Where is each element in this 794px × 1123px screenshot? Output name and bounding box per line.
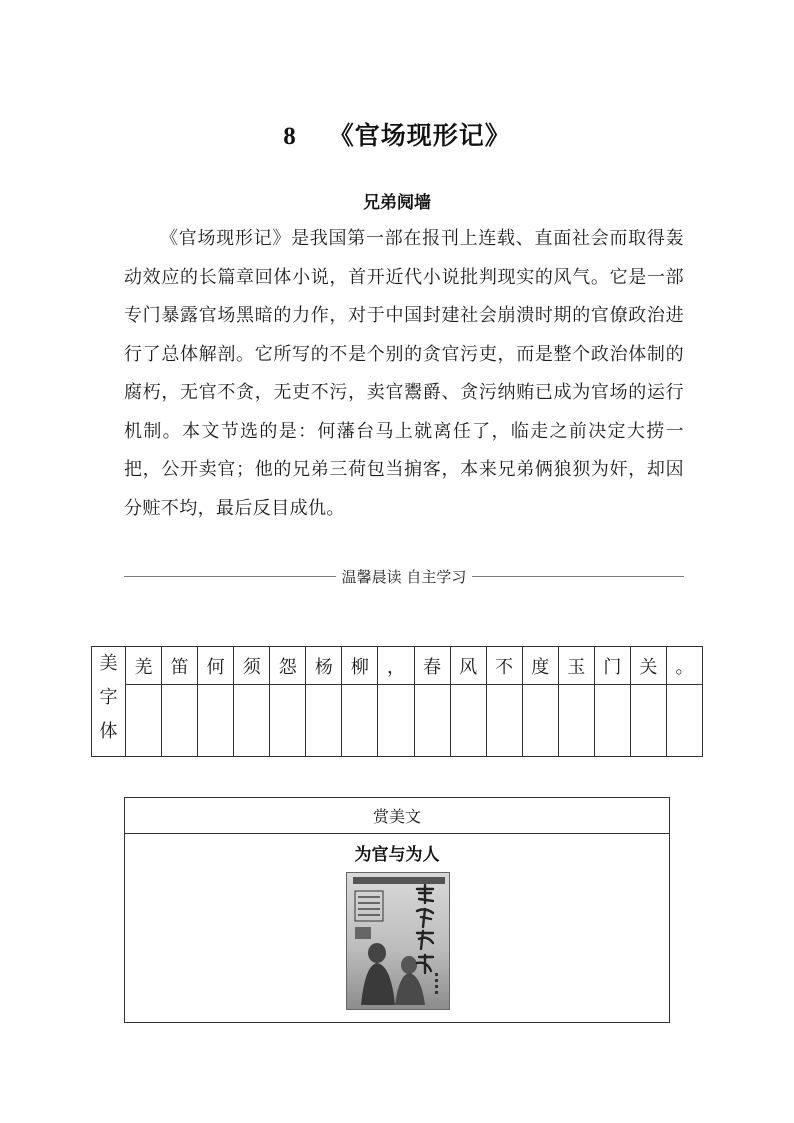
blank-practice-cell[interactable] [666, 685, 702, 757]
model-char-cell: 何 [198, 647, 234, 685]
blank-practice-cell[interactable] [234, 685, 270, 757]
practice-label-char: 字 [99, 687, 118, 708]
model-char-cell: 笛 [162, 647, 198, 685]
book-cover-image [346, 872, 450, 1010]
divider-line-right [472, 576, 684, 577]
calligraphy-practice-grid [91, 646, 703, 757]
practice-label-cell [92, 647, 126, 757]
model-char-cell: 怨 [270, 647, 306, 685]
model-char-cell: 风 [450, 647, 486, 685]
blank-practice-cell[interactable] [342, 685, 378, 757]
model-char-cell: 度 [522, 647, 558, 685]
model-char-cell: 羌 [126, 647, 162, 685]
blank-practice-cell[interactable] [486, 685, 522, 757]
cover-figure-body-2 [395, 973, 425, 1005]
divider-label: 温馨晨读 自主学习 [341, 567, 467, 586]
appreciation-box [124, 797, 670, 1023]
divider-line-left [124, 576, 336, 577]
cover-publisher-mark [435, 973, 438, 994]
blank-practice-cell[interactable] [198, 685, 234, 757]
model-char-cell: 。 [666, 647, 702, 685]
cover-figure-head-2 [401, 956, 417, 974]
model-char-cell: 玉 [558, 647, 594, 685]
appreciation-header: 赏美文 [125, 798, 669, 834]
practice-label-char: 美 [99, 653, 118, 674]
model-char-cell: ， [378, 647, 414, 685]
model-char-cell: 不 [486, 647, 522, 685]
practice-label-char: 体 [99, 721, 118, 742]
lesson-title-text: 《官场现形记》 [328, 121, 511, 150]
blank-practice-cell[interactable] [378, 685, 414, 757]
blank-practice-cell[interactable] [630, 685, 666, 757]
section-heading: 兄弟阋墙 [363, 193, 431, 213]
book-cover-illustration [347, 873, 450, 1010]
appreciation-subtitle: 为官与为人 [354, 845, 440, 865]
model-char-cell: 杨 [306, 647, 342, 685]
intro-paragraph: 《官场现形记》是我国第一部在报刊上连载、直面社会而取得轰动效应的长篇章回体小说，首开近代小说批判现实的风气。它是一部专门暴露官场黑暗的力作，对于中国封建社会崩溃时期的官僚政治进行了总体解剖。它所写的不是个别的贪官污吏，而是整个政治体制的腐朽，无官不贪，无吏不污，卖官鬻爵、贪污纳贿已成为官场的运行机制。本文节选的是：何藩台马上就离任了，临走之前决定大捞一把，公开卖官；他的兄弟三荷包当掮客，本来兄弟俩狼狈为奸，却因分赃不均，最后反目成仇。 [124, 228, 684, 519]
model-char-cell: 须 [234, 647, 270, 685]
blank-practice-cell[interactable] [594, 685, 630, 757]
section-divider [124, 566, 684, 586]
model-char-cell: 门 [594, 647, 630, 685]
cover-top-banner [353, 877, 445, 884]
blank-practice-cell[interactable] [270, 685, 306, 757]
model-char-cell: 关 [630, 647, 666, 685]
blank-practice-cell[interactable] [126, 685, 162, 757]
blank-practice-cell[interactable] [558, 685, 594, 757]
model-char-cell: 春 [414, 647, 450, 685]
blank-practice-cell[interactable] [450, 685, 486, 757]
cover-figure-head [368, 943, 386, 963]
cover-figure-body [361, 963, 395, 1005]
practice-row-blank [92, 685, 703, 757]
model-char-cell: 柳 [342, 647, 378, 685]
cover-calligraphy-title [417, 885, 433, 973]
cover-blurb-box [355, 891, 383, 921]
blank-practice-cell[interactable] [414, 685, 450, 757]
blank-practice-cell[interactable] [306, 685, 342, 757]
blank-practice-cell[interactable] [162, 685, 198, 757]
practice-row-model [92, 647, 703, 685]
lesson-number: 8 [283, 123, 297, 150]
blank-practice-cell[interactable] [522, 685, 558, 757]
cover-badge [355, 927, 371, 939]
lesson-title [0, 116, 794, 152]
